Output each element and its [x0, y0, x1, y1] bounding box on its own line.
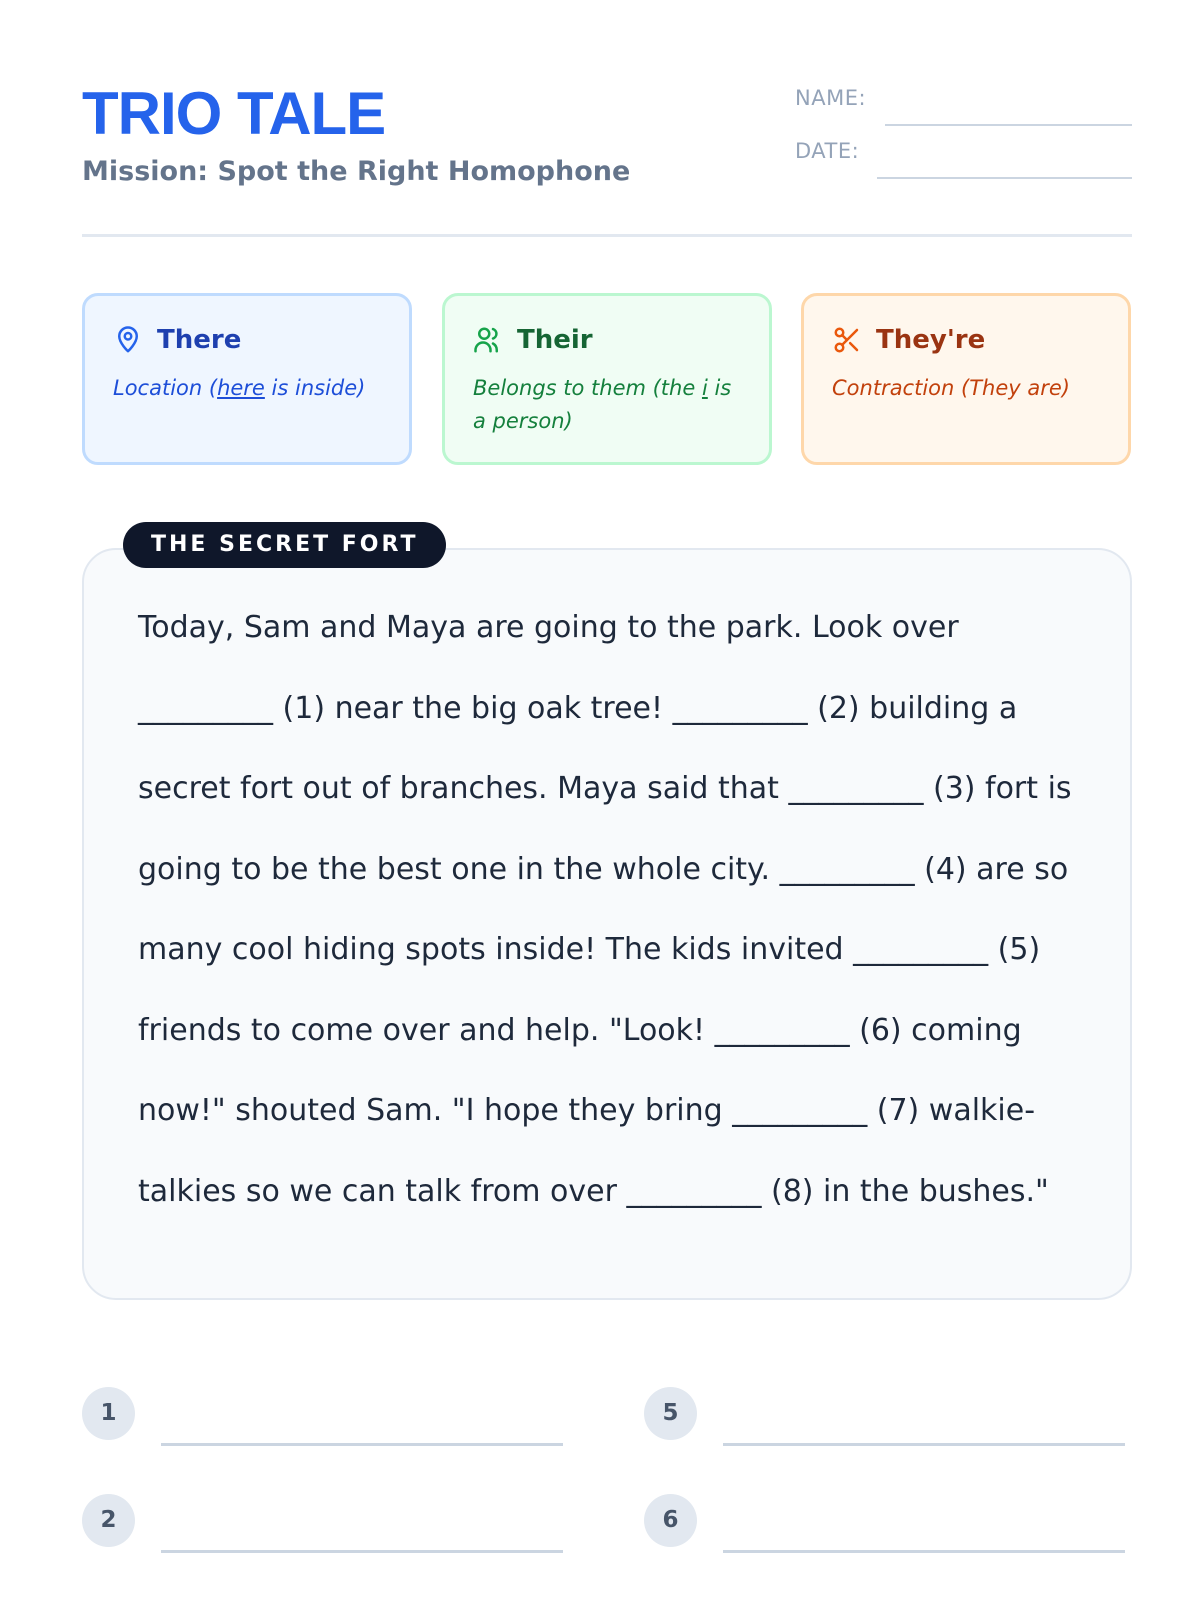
card-title-their: Their — [517, 325, 593, 355]
worksheet-subtitle: Mission: Spot the Right Homophone — [82, 156, 631, 187]
blank-4[interactable]: _________ — [779, 851, 915, 887]
answer-line[interactable] — [723, 1443, 1125, 1446]
story-box — [82, 548, 1132, 1300]
worksheet-header — [82, 0, 1132, 240]
name-label: NAME: — [795, 86, 867, 110]
card-title-theyre: They're — [876, 325, 986, 355]
answer-number: 1 — [82, 1387, 135, 1440]
answer-row — [644, 1494, 1125, 1554]
story-text: Today, Sam and Maya are going to the park. Look over _________ (1) near the big oak tree! _________ (2) building a secret fort out of branches. Maya said that _________ (3) fort is going to be the best one in the whole city. _________ (4) are so many cool hiding spots inside! The kids invited _________ (5) friends to come over and help. "Look! _________ (6) coming now!" shouted Sam. "I hope they bring _________ (7) walkie-talkies so we can talk from over _________ (8) in the bushes." — [138, 610, 1072, 1209]
answer-line[interactable] — [723, 1550, 1125, 1553]
name-line[interactable] — [885, 124, 1132, 126]
story-title-badge: THE SECRET FORT — [123, 522, 446, 568]
answer-row — [82, 1387, 563, 1447]
card-title-there: There — [157, 325, 242, 355]
blank-6[interactable]: _________ — [714, 1012, 850, 1048]
name-field[interactable] — [795, 86, 1132, 126]
card-there — [82, 293, 412, 465]
blank-2[interactable]: _________ — [672, 690, 808, 726]
card-their — [442, 293, 772, 465]
card-desc-there: Location (here is inside) — [113, 376, 366, 400]
worksheet-title: TRIO TALE — [82, 80, 386, 147]
blank-1[interactable]: _________ — [138, 690, 273, 726]
date-line[interactable] — [877, 177, 1132, 179]
card-desc-theyre: Contraction (They are) — [832, 376, 1070, 400]
card-theyre — [801, 293, 1131, 465]
answer-line[interactable] — [161, 1550, 563, 1553]
date-label: DATE: — [795, 139, 860, 163]
homophone-cards — [82, 293, 1132, 465]
date-field[interactable] — [795, 139, 1132, 179]
answer-number: 5 — [644, 1387, 697, 1440]
blank-5[interactable]: _________ — [853, 932, 989, 967]
blank-7[interactable]: _________ — [732, 1093, 868, 1128]
card-desc-their: Belongs to them (the i is a person) — [473, 376, 732, 433]
map-pin-icon — [113, 325, 143, 355]
answer-row — [82, 1494, 563, 1554]
answer-number: 6 — [644, 1494, 697, 1547]
scissors-icon — [832, 325, 862, 355]
users-icon — [473, 325, 503, 355]
header-divider — [82, 234, 1132, 237]
answer-row — [644, 1387, 1125, 1447]
answer-line[interactable] — [161, 1443, 563, 1446]
answer-number: 2 — [82, 1494, 135, 1547]
blank-8[interactable]: _________ — [626, 1173, 762, 1209]
blank-3[interactable]: _________ — [788, 771, 924, 806]
